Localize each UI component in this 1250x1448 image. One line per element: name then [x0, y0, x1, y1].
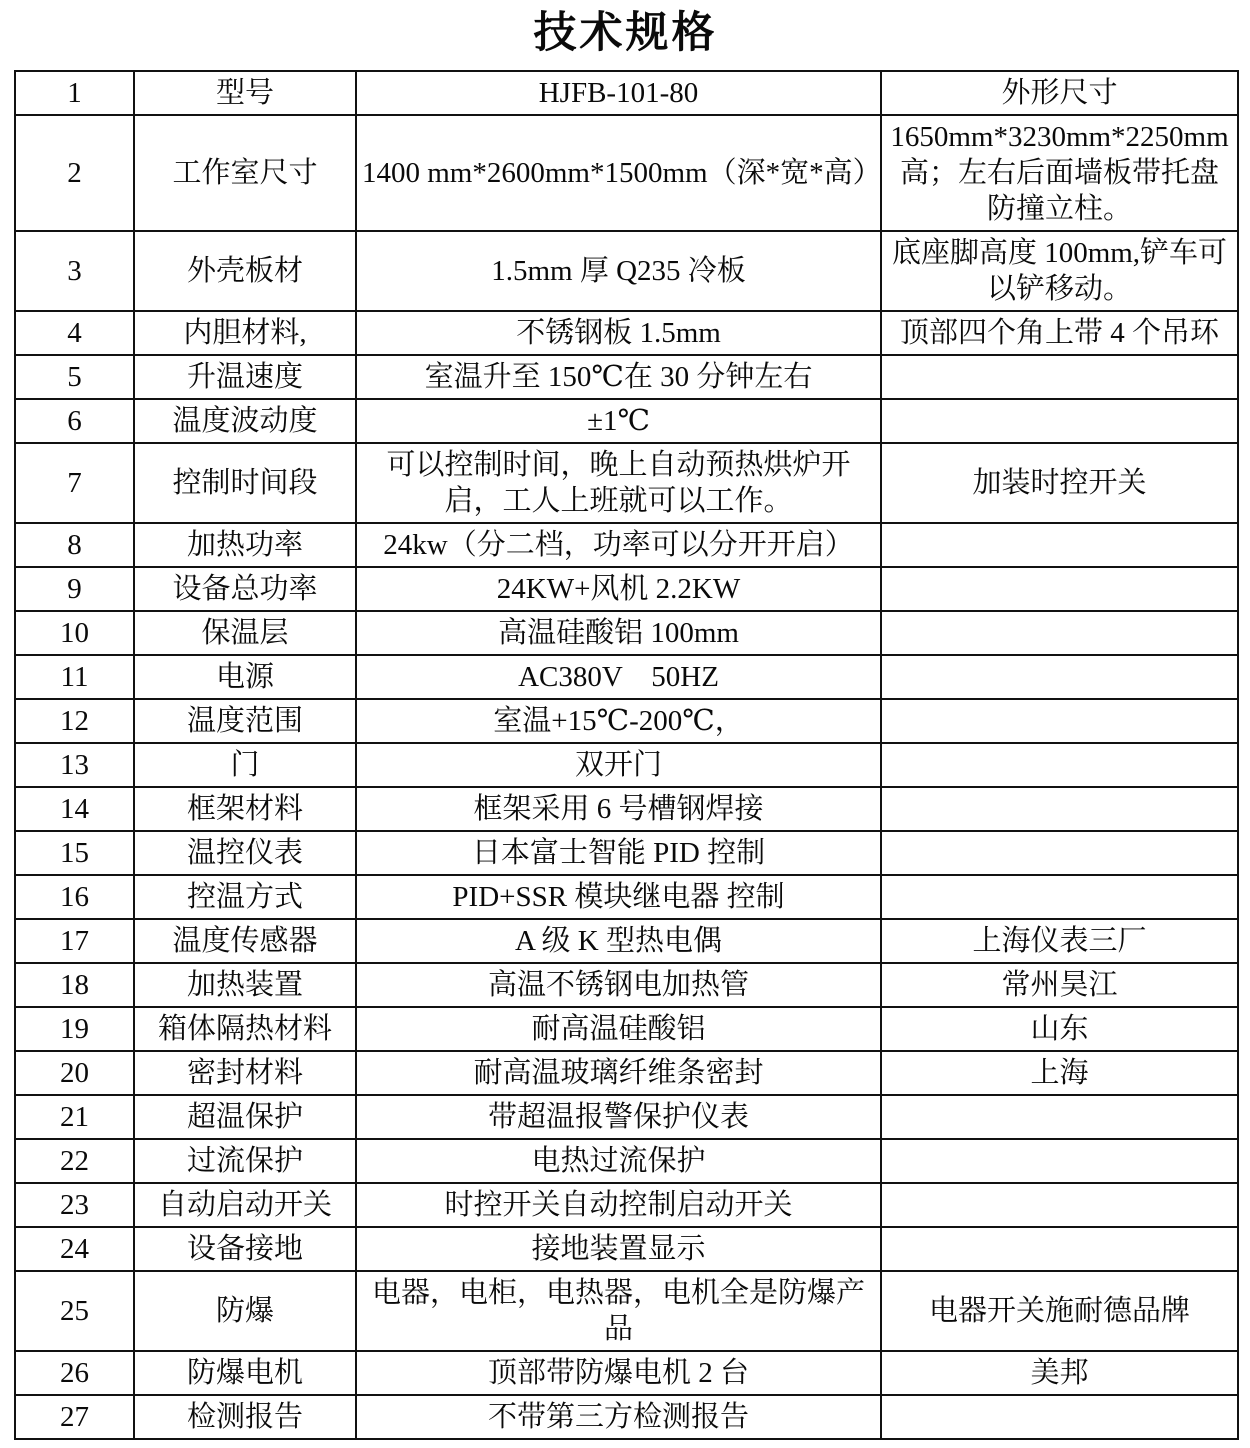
param-value-cell: HJFB-101-80	[356, 71, 881, 115]
table-row	[15, 831, 1238, 875]
table-row	[15, 655, 1238, 699]
page-title: 技术规格	[533, 10, 718, 57]
table-row	[15, 115, 1238, 231]
param-name-cell: 密封材料	[134, 1051, 356, 1095]
param-name-cell: 防爆	[134, 1271, 356, 1351]
table-row	[15, 611, 1238, 655]
spec-table	[14, 70, 1239, 1440]
table-row	[15, 523, 1238, 567]
param-note-cell: 美邦	[881, 1351, 1238, 1395]
param-name-cell: 箱体隔热材料	[134, 1007, 356, 1051]
row-number-cell: 9	[15, 567, 134, 611]
param-name-cell: 升温速度	[134, 355, 356, 399]
table-row	[15, 963, 1238, 1007]
param-value-cell: 耐高温玻璃纤维条密封	[356, 1051, 881, 1095]
param-name-cell: 控制时间段	[134, 443, 356, 523]
param-value-cell: 日本富士智能 PID 控制	[356, 831, 881, 875]
table-row	[15, 787, 1238, 831]
param-value-cell: 室温升至 150℃在 30 分钟左右	[356, 355, 881, 399]
row-number-cell: 12	[15, 699, 134, 743]
param-note-cell: 底座脚高度 100mm,铲车可以铲移动。	[881, 231, 1238, 311]
param-name-cell: 框架材料	[134, 787, 356, 831]
param-note-cell	[881, 787, 1238, 831]
param-note-cell	[881, 875, 1238, 919]
param-value-cell: A 级 K 型热电偶	[356, 919, 881, 963]
table-row	[15, 567, 1238, 611]
row-number-cell: 5	[15, 355, 134, 399]
param-note-cell: 上海	[881, 1051, 1238, 1095]
row-number-cell: 19	[15, 1007, 134, 1051]
param-name-cell: 超温保护	[134, 1095, 356, 1139]
param-name-cell: 控温方式	[134, 875, 356, 919]
param-name-cell: 工作室尺寸	[134, 115, 356, 231]
param-note-cell: 外形尺寸	[881, 71, 1238, 115]
table-row	[15, 699, 1238, 743]
param-name-cell: 温度范围	[134, 699, 356, 743]
param-note-cell	[881, 355, 1238, 399]
param-value-cell: 接地装置显示	[356, 1227, 881, 1271]
table-row	[15, 311, 1238, 355]
param-value-cell: 不带第三方检测报告	[356, 1395, 881, 1439]
table-row	[15, 399, 1238, 443]
row-number-cell: 23	[15, 1183, 134, 1227]
param-value-cell: 顶部带防爆电机 2 台	[356, 1351, 881, 1395]
param-name-cell: 设备接地	[134, 1227, 356, 1271]
param-value-cell: 耐高温硅酸铝	[356, 1007, 881, 1051]
param-name-cell: 温度传感器	[134, 919, 356, 963]
table-row	[15, 1227, 1238, 1271]
param-name-cell: 温控仪表	[134, 831, 356, 875]
param-value-cell: 电热过流保护	[356, 1139, 881, 1183]
row-number-cell: 24	[15, 1227, 134, 1271]
table-row	[15, 71, 1238, 115]
param-value-cell: 时控开关自动控制启动开关	[356, 1183, 881, 1227]
param-name-cell: 防爆电机	[134, 1351, 356, 1395]
table-row	[15, 355, 1238, 399]
param-name-cell: 电源	[134, 655, 356, 699]
param-note-cell: 加装时控开关	[881, 443, 1238, 523]
param-value-cell: 高温不锈钢电加热管	[356, 963, 881, 1007]
row-number-cell: 14	[15, 787, 134, 831]
param-note-cell: 电器开关施耐德品牌	[881, 1271, 1238, 1351]
row-number-cell: 8	[15, 523, 134, 567]
param-value-cell: 带超温报警保护仪表	[356, 1095, 881, 1139]
row-number-cell: 4	[15, 311, 134, 355]
row-number-cell: 11	[15, 655, 134, 699]
param-value-cell: 不锈钢板 1.5mm	[356, 311, 881, 355]
table-row	[15, 919, 1238, 963]
table-row	[15, 231, 1238, 311]
row-number-cell: 2	[15, 115, 134, 231]
row-number-cell: 27	[15, 1395, 134, 1439]
table-row	[15, 1183, 1238, 1227]
row-number-cell: 25	[15, 1271, 134, 1351]
param-name-cell: 加热装置	[134, 963, 356, 1007]
param-note-cell	[881, 567, 1238, 611]
param-value-cell: 框架采用 6 号槽钢焊接	[356, 787, 881, 831]
param-note-cell	[881, 699, 1238, 743]
param-name-cell: 内胆材料,	[134, 311, 356, 355]
param-note-cell	[881, 743, 1238, 787]
table-row	[15, 1139, 1238, 1183]
param-name-cell: 自动启动开关	[134, 1183, 356, 1227]
row-number-cell: 13	[15, 743, 134, 787]
param-name-cell: 门	[134, 743, 356, 787]
param-name-cell: 外壳板材	[134, 231, 356, 311]
row-number-cell: 10	[15, 611, 134, 655]
table-row	[15, 1351, 1238, 1395]
table-row	[15, 1095, 1238, 1139]
param-value-cell: PID+SSR 模块继电器 控制	[356, 875, 881, 919]
row-number-cell: 15	[15, 831, 134, 875]
param-note-cell: 上海仪表三厂	[881, 919, 1238, 963]
param-value-cell: 室温+15℃-200℃，	[356, 699, 881, 743]
row-number-cell: 26	[15, 1351, 134, 1395]
param-name-cell: 保温层	[134, 611, 356, 655]
row-number-cell: 16	[15, 875, 134, 919]
param-note-cell	[881, 655, 1238, 699]
param-note-cell	[881, 1139, 1238, 1183]
param-note-cell	[881, 831, 1238, 875]
param-value-cell: 24KW+风机 2.2KW	[356, 567, 881, 611]
row-number-cell: 6	[15, 399, 134, 443]
table-row	[15, 1271, 1238, 1351]
param-value-cell: AC380V 50HZ	[356, 655, 881, 699]
row-number-cell: 1	[15, 71, 134, 115]
spec-table-body	[15, 71, 1238, 1439]
param-note-cell: 1650mm*3230mm*2250mm高；左右后面墙板带托盘防撞立柱。	[881, 115, 1238, 231]
param-value-cell: 1.5mm 厚 Q235 冷板	[356, 231, 881, 311]
param-value-cell: 双开门	[356, 743, 881, 787]
param-note-cell: 常州昊江	[881, 963, 1238, 1007]
param-note-cell	[881, 399, 1238, 443]
param-note-cell	[881, 1095, 1238, 1139]
param-note-cell	[881, 523, 1238, 567]
table-row	[15, 743, 1238, 787]
table-row	[15, 1007, 1238, 1051]
table-row	[15, 443, 1238, 523]
param-name-cell: 过流保护	[134, 1139, 356, 1183]
table-row	[15, 1051, 1238, 1095]
param-note-cell	[881, 611, 1238, 655]
param-name-cell: 加热功率	[134, 523, 356, 567]
param-name-cell: 型号	[134, 71, 356, 115]
row-number-cell: 20	[15, 1051, 134, 1095]
row-number-cell: 22	[15, 1139, 134, 1183]
param-note-cell	[881, 1183, 1238, 1227]
param-value-cell: 电器，电柜，电热器，电机全是防爆产品	[356, 1271, 881, 1351]
param-name-cell: 检测报告	[134, 1395, 356, 1439]
table-row	[15, 875, 1238, 919]
row-number-cell: 21	[15, 1095, 134, 1139]
row-number-cell: 18	[15, 963, 134, 1007]
param-name-cell: 温度波动度	[134, 399, 356, 443]
param-name-cell: 设备总功率	[134, 567, 356, 611]
param-value-cell: ±1℃	[356, 399, 881, 443]
param-value-cell: 可以控制时间，晚上自动预热烘炉开启，工人上班就可以工作。	[356, 443, 881, 523]
row-number-cell: 17	[15, 919, 134, 963]
row-number-cell: 7	[15, 443, 134, 523]
param-note-cell: 顶部四个角上带 4 个吊环	[881, 311, 1238, 355]
param-note-cell: 山东	[881, 1007, 1238, 1051]
param-value-cell: 24kw（分二档，功率可以分开开启）	[356, 523, 881, 567]
param-value-cell: 高温硅酸铝 100mm	[356, 611, 881, 655]
table-row	[15, 1395, 1238, 1439]
param-note-cell	[881, 1395, 1238, 1439]
param-value-cell: 1400 mm*2600mm*1500mm（深*宽*高）	[356, 115, 881, 231]
param-note-cell	[881, 1227, 1238, 1271]
row-number-cell: 3	[15, 231, 134, 311]
